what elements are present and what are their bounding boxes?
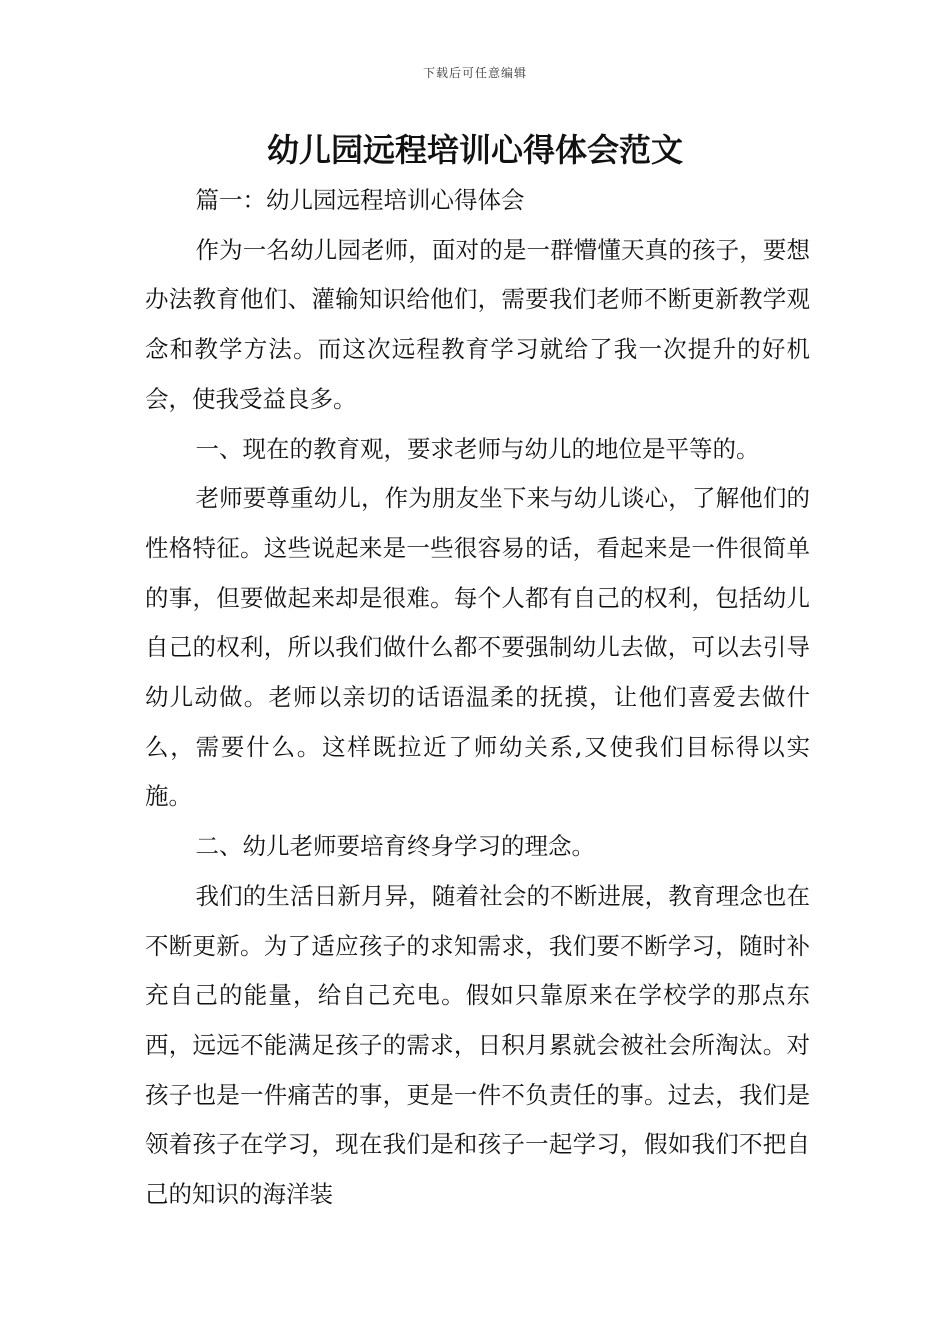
- section-heading-point-one: 一、现在的教育观，要求老师与幼儿的地位是平等的。: [195, 434, 760, 463]
- header-note: 下载后可任意编辑: [422, 66, 527, 80]
- body-paragraph-respect: 老师要尊重幼儿，作为朋友坐下来与幼儿谈心，了解他们的性格特征。这些说起来是一些很容易的话，看起来是一件很简单的事，但要做起来却是很难。每个人都有自己的权利，包括幼儿自己的权利，所以我们做什么都不要强制幼儿去做，可以去引导幼儿动做。老师以亲切的话语温柔的抚摸，让他们喜爱去做什么，需要什么。这样既拉近了师幼关系,又使我们目标得以实施。: [145, 484, 810, 811]
- body-paragraph-intro: 作为一名幼儿园老师，面对的是一群懵懂天真的孩子，要想办法教育他们、灌输知识给他们，需要我们老师不断更新教学观念和教学方法。而这次远程教育学习就给了我一次提升的好机会，使我受益良多。: [145, 235, 810, 413]
- document-title: 幼儿园远程培训心得体会范文: [266, 131, 683, 169]
- body-paragraph-lifelong-learning: 我们的生活日新月异，随着社会的不断进展，教育理念也在不断更新。为了适应孩子的求知需求，我们要不断学习，随时补充自己的能量，给自己充电。假如只靠原来在学校学的那点东西，远远不能满足孩子的需求，日积月累就会被社会所淘汰。对孩子也是一件痛苦的事，更是一件不负责任的事。过去，我们是领着孩子在学习，现在我们是和孩子一起学习，假如我们不把自己的知识的海洋装: [145, 881, 810, 1209]
- document-body: [145, 176, 810, 1220]
- section-heading-point-two: 二、幼儿老师要培育终身学习的理念。: [195, 832, 596, 861]
- section-heading-chapter-one: 篇一：幼儿园远程培训心得体会: [195, 186, 525, 214]
